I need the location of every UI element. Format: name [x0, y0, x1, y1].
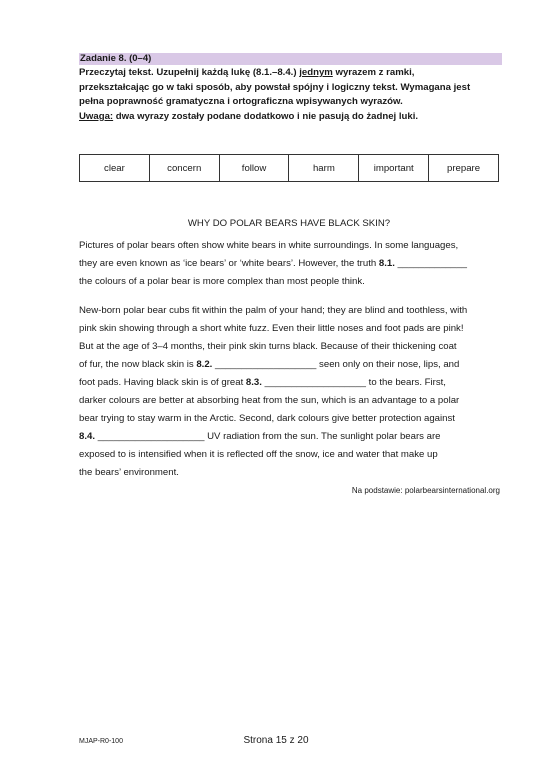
instruction-line-3: pełna poprawność gramatyczna i ortograficzna wpisywanych wyrazów.	[79, 96, 403, 107]
note-label: Uwaga:	[79, 110, 114, 122]
page-number: Strona 15 z 20	[243, 735, 309, 746]
text-line	[79, 428, 503, 446]
instruction-line-1	[79, 66, 509, 81]
text-span: of fur, the now black skin is	[79, 359, 197, 370]
word-box-cell: concern	[150, 155, 220, 181]
text-line: the colours of a polar bear is more complex than most people think.	[79, 276, 365, 287]
gap-blank: ____________________	[97, 431, 205, 442]
text-line: bear trying to stay warm in the Arctic. Second, dark colours give better protection against	[79, 413, 455, 424]
word-box-cell: clear	[80, 155, 150, 181]
text-span: foot pads. Having black skin is of great	[79, 377, 246, 388]
paragraph-1	[79, 237, 503, 291]
word-box	[79, 154, 499, 182]
gap-number: 8.1.	[378, 258, 395, 269]
text-span: they are even known as ‘ice bears’ or ‘white bears’. However, the truth	[79, 258, 379, 269]
paragraph-2	[79, 302, 503, 482]
instruction-text: Przeczytaj tekst. Uzupełnij każdą lukę (8.1.–8.4.)	[79, 67, 300, 78]
word-box-cell: follow	[220, 155, 290, 181]
exam-code: MJAP-R0-100	[79, 738, 123, 745]
gap-blank: _____________	[397, 258, 467, 269]
gap-blank: ___________________	[264, 377, 366, 388]
task-header: Zadanie 8. (0–4)	[79, 53, 502, 65]
gap-number: 8.3.	[245, 377, 262, 388]
text-span: seen only on their nose, lips, and	[316, 359, 460, 370]
word-box-cell: important	[359, 155, 429, 181]
instruction-text: wyrazem z ramki,	[332, 67, 415, 78]
text-line: darker colours are better at absorbing heat from the sun, which is an advantage to a polar	[79, 395, 460, 406]
instruction-line-2: przekształcając go w taki sposób, aby powstał spójny i logiczny tekst. Wymagana jest	[79, 81, 471, 93]
note-text: dwa wyrazy zostały podane dodatkowo i nie pasują do żadnej luki.	[113, 110, 419, 122]
text-line: But at the age of 3–4 months, their pink skin turns black. Because of their thickening coat	[79, 341, 457, 352]
text-line	[79, 356, 503, 374]
article-title: WHY DO POLAR BEARS HAVE BLACK SKIN?	[187, 218, 391, 229]
text-span: UV radiation from the sun. The sunlight polar bears are	[204, 431, 441, 442]
text-span: to the bears. First,	[366, 377, 446, 388]
text-line: exposed to is intensified when it is reflected off the snow, ice and water that make up	[79, 449, 438, 460]
word-box-cell: prepare	[447, 162, 481, 174]
text-line	[79, 374, 503, 392]
text-line	[79, 255, 503, 273]
gap-number: 8.2.	[196, 359, 213, 370]
instruction-emphasis: jednym	[299, 67, 333, 78]
source-citation: Na podstawie: polarbearsinternational.org	[351, 486, 500, 495]
gap-number: 8.4.	[79, 431, 96, 442]
gap-blank: ___________________	[215, 359, 317, 370]
task-instructions	[79, 66, 509, 124]
instruction-note	[79, 110, 509, 125]
word-box-cell: harm	[289, 155, 359, 181]
text-line: New-born polar bear cubs fit within the palm of your hand; they are blind and toothless, with	[79, 305, 468, 316]
text-line: Pictures of polar bears often show white bears in white surroundings. In some languages,	[79, 240, 459, 251]
text-line: pink skin showing through a short white fuzz. Even their little noses and foot pads are pink!	[79, 323, 464, 334]
text-line: the bears’ environment.	[79, 467, 179, 478]
